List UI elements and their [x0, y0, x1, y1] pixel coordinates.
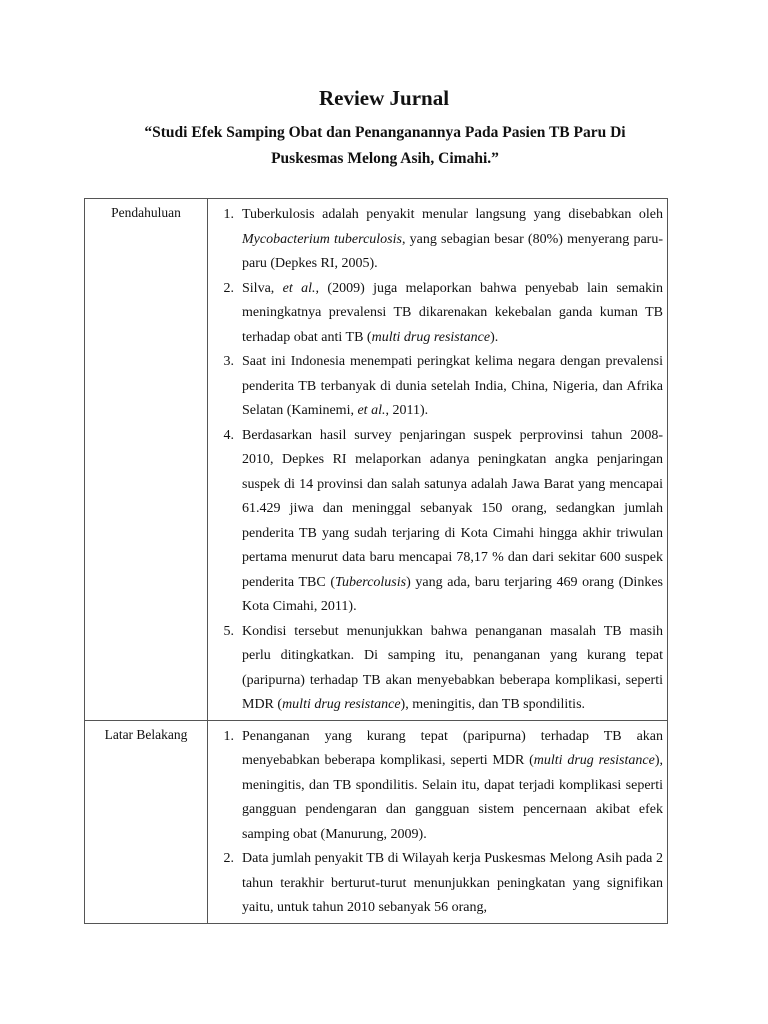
- list-item: [208, 203, 663, 277]
- numbered-list: [208, 725, 663, 921]
- italic-text: et al.: [357, 403, 386, 418]
- list-item-text: [242, 847, 663, 921]
- review-table: [84, 198, 668, 924]
- subtitle-line-2: Puskesmas Melong Asih, Cimahi.”: [271, 150, 499, 167]
- subtitle-line-1: “Studi Efek Samping Obat dan Penanganannya Pada Pasien TB Paru Di: [144, 124, 626, 141]
- list-item: [208, 620, 663, 718]
- italic-text: Mycobacterium tuberculosis: [242, 231, 402, 247]
- list-item-text: [242, 350, 663, 424]
- list-item: [208, 424, 663, 620]
- list-item-text: [242, 725, 663, 848]
- text-run: Kondisi tersebut menunjukkan bahwa penanganan masalah TB masih perlu ditingkatkan. Di samping itu, penanganan yang kurang tepat (paripurna) terhadap TB akan menyebabkan beberapa komplikasi, seperti MDR (: [242, 623, 663, 712]
- list-item: [208, 725, 663, 848]
- document-title: Review Jurnal: [318, 86, 450, 110]
- text-run: Silva,: [242, 280, 283, 296]
- numbered-list: [208, 203, 663, 718]
- italic-text: multi drug resistance: [371, 329, 491, 345]
- list-item-text: [242, 277, 663, 351]
- list-item-number: 4.: [223, 427, 234, 443]
- italic-text: multi drug resistance: [533, 753, 655, 768]
- section-content: [208, 199, 668, 721]
- section-content: [208, 720, 668, 923]
- table-row: [85, 199, 668, 721]
- section-label: Latar Belakang: [85, 720, 208, 923]
- italic-text: et al.,: [282, 280, 320, 296]
- table-row: [85, 720, 668, 923]
- list-item-number: 1.: [223, 207, 234, 222]
- text-run: Saat ini Indonesia menempati peringkat kelima negara dengan prevalensi penderita TB terbanyak di dunia setelah India, China, Nigeria, dan Afrika Selatan (Kaminemi,: [242, 354, 663, 418]
- list-item-number: 1.: [223, 728, 234, 744]
- text-run: Berdasarkan hasil survey penjaringan suspek perprovinsi tahun 2008-2010, Depkes RI melaporkan adanya peningkatan angka penjaringan suspek di 14 provinsi dan salah satunya adalah Jawa Barat yang mencapai 61.429 jiwa dan meninggal sebanyak 150 orang, sedangkan jumlah penderita TB yang sudah terjaring di Kota Cimahi hingga akhir triwulan pertama menurut data baru mencapai 78,17 % dan dari sekitar 600 suspek penderita TBC (: [242, 427, 663, 590]
- list-item: [208, 350, 663, 424]
- text-run: ), meningitis, dan TB spondilitis. Selain itu, dapat terjadi komplikasi seperti gangguan pendengaran dan gangguan sistem pencernaan akibat efek samping obat (Manurung, 2009).: [242, 753, 663, 842]
- text-run: ).: [490, 329, 499, 345]
- list-item-text: [242, 203, 663, 277]
- list-item-number: 3.: [223, 354, 234, 369]
- text-run: Penanganan yang kurang tepat (paripurna) terhadap TB akan menyebabkan beberapa komplikasi, seperti MDR (: [242, 728, 663, 768]
- list-item: [208, 277, 663, 351]
- text-run: ), meningitis, dan TB spondilitis.: [400, 697, 586, 712]
- text-run: ) yang ada, baru terjaring 469 orang (Dinkes Kota Cimahi, 2011).: [242, 574, 663, 614]
- italic-text: Tubercolusis: [335, 574, 407, 590]
- list-item-text: [242, 620, 663, 718]
- text-run: Data jumlah penyakit TB di Wilayah kerja Puskesmas Melong Asih pada 2 tahun terakhir berturut-turut menunjukkan peningkatan yang signifikan yaitu, untuk tahun 2010 sebanyak 56 orang,: [242, 851, 663, 915]
- italic-text: multi drug resistance: [282, 697, 401, 712]
- list-item-text: [242, 424, 663, 620]
- text-run: (2009) juga melaporkan bahwa penyebab lain semakin meningkatnya prevalensi TB dikarenakan kekebalan ganda kuman TB terhadap obat anti TB (: [242, 280, 663, 345]
- list-item: [208, 847, 663, 921]
- section-label: Pendahuluan: [85, 199, 208, 721]
- list-item-number: 2.: [223, 280, 234, 296]
- text-run: Tuberkulosis adalah penyakit menular langsung yang disebabkan oleh: [242, 207, 663, 222]
- text-run: , yang sebagian besar (80%) menyerang paru-paru (Depkes RI, 2005).: [242, 231, 664, 271]
- list-item-number: 2.: [223, 851, 234, 866]
- text-run: , 2011).: [385, 403, 429, 418]
- document-subtitle: [100, 120, 670, 172]
- list-item-number: 5.: [223, 623, 234, 639]
